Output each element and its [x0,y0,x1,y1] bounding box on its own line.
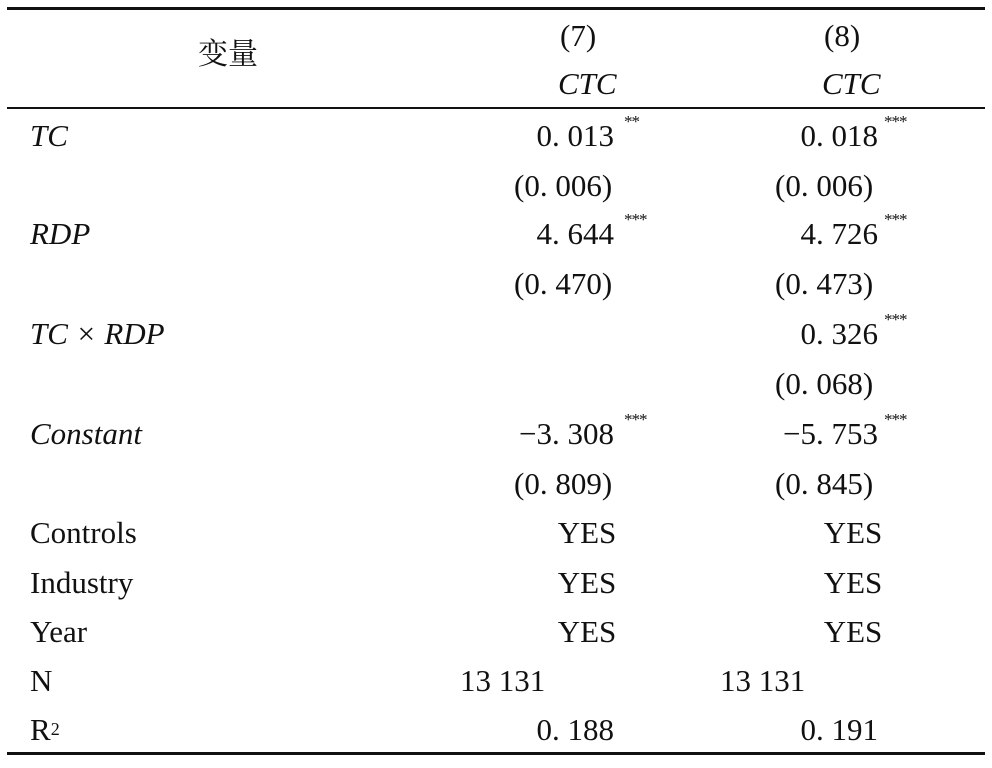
column-7-number: (7) [560,18,597,53]
significance-col8: *** [884,410,907,429]
significance-col8: *** [884,112,907,131]
significance-col8: *** [884,310,907,329]
row-label: N [30,662,53,698]
coef-col7: −3. 308 [519,415,614,451]
significance-col7: *** [624,410,647,429]
significance-col7: ** [624,112,639,131]
column-7-dependent: CTC [558,66,617,101]
table-row-constant [0,408,992,458]
table-row-r-squared [0,704,992,754]
table-row-n [0,655,992,705]
value-col8: 0. 191 [800,711,878,747]
row-label: TC [30,117,68,153]
coef-col8: 0. 018 [800,117,878,153]
value-col7: YES [557,564,617,600]
value-col7: YES [557,613,617,649]
coef-col8: −5. 753 [783,415,878,451]
variable-header: 变量 [198,37,258,72]
table-row-industry [0,557,992,607]
se-col8: (0. 006) [775,167,874,203]
top-rule [7,7,985,10]
table-row-tc [0,110,992,160]
row-label: TC × RDP [30,315,165,351]
se-col7: (0. 809) [514,465,613,501]
significance-col7: *** [624,210,647,229]
coef-col8: 4. 726 [800,215,878,251]
row-label: RDP [30,215,91,251]
table-row-tc-se [0,160,992,210]
row-label: Constant [30,415,142,451]
row-label: Controls [30,514,137,550]
r-squared-base: R [30,711,51,747]
coef-col7: 0. 013 [536,117,614,153]
row-label: Year [30,613,88,649]
value-col7: 0. 188 [536,711,614,747]
value-col7: YES [557,514,617,550]
value-col8: YES [823,564,883,600]
table-row-constant-se [0,458,992,508]
se-col8: (0. 845) [775,465,874,501]
value-col8: YES [823,613,883,649]
row-label: R 2 [30,711,60,747]
table-row-rdp-se [0,258,992,308]
table-row-interaction [0,308,992,358]
value-col8: YES [823,514,883,550]
significance-col8: *** [884,210,907,229]
se-col8: (0. 473) [775,265,874,301]
value-col8: 13 131 [720,662,806,698]
table-row-controls [0,507,992,557]
coef-col8: 0. 326 [800,315,878,351]
column-8-number: (8) [824,18,861,53]
row-label: Industry [30,564,134,600]
header-rule [7,107,985,109]
column-8-dependent: CTC [822,66,881,101]
se-col7: (0. 006) [514,167,613,203]
table-row-year [0,606,992,656]
se-col7: (0. 470) [514,265,613,301]
table-row-interaction-se [0,358,992,408]
se-col8: (0. 068) [775,365,874,401]
coef-col7: 4. 644 [536,215,614,251]
table-row-rdp [0,208,992,258]
value-col7: 13 131 [460,662,546,698]
